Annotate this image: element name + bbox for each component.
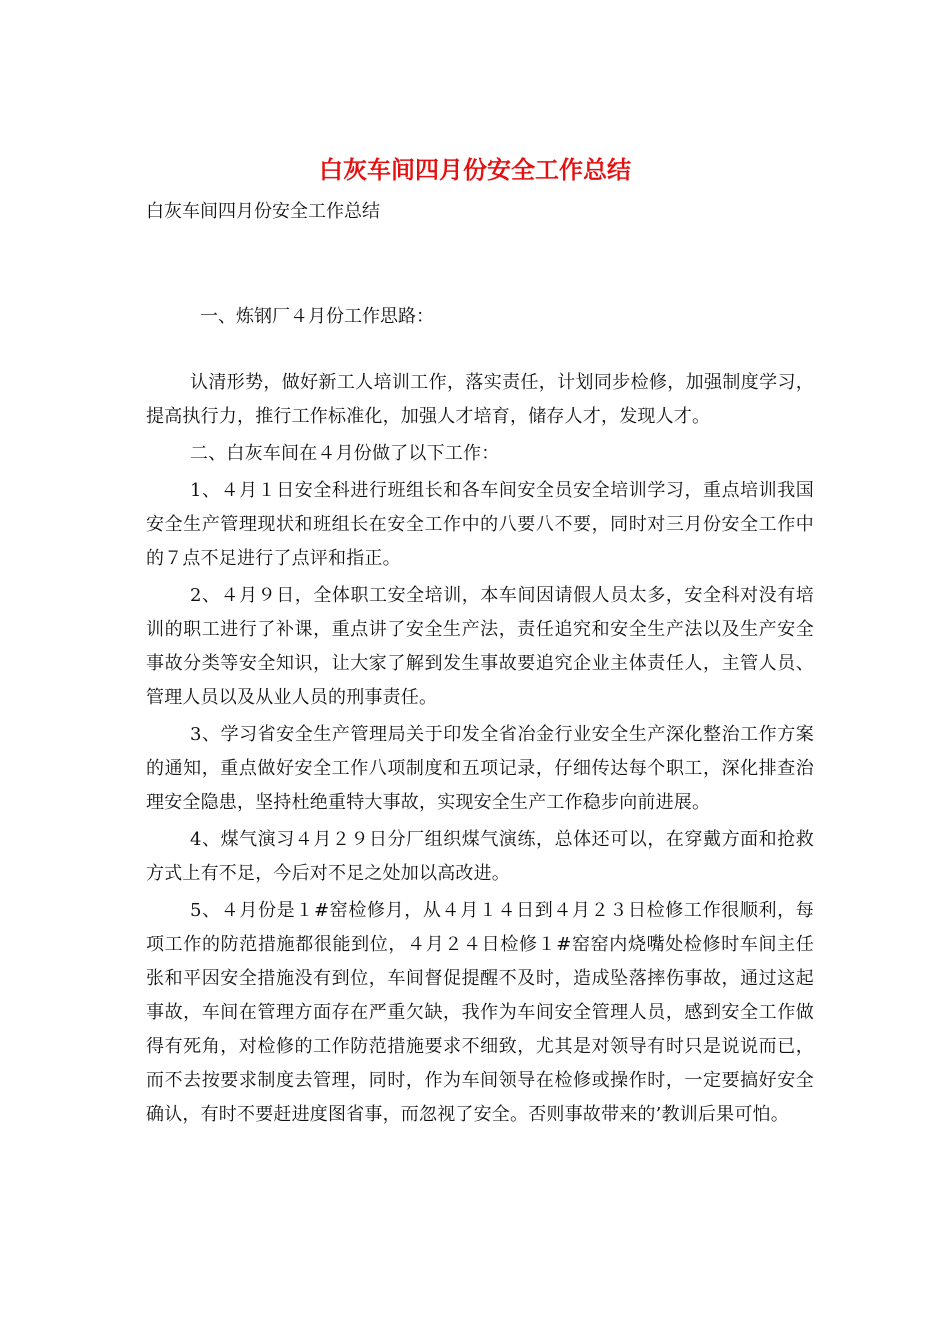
section-one-heading: 一、炼钢厂４月份工作思路： <box>200 306 434 327</box>
paragraph-item-2: 2、４月９日，全体职工安全培训，本车间因请假人员太多，安全科对没有培训的职工进行了补课，重点讲了安全生产法，责任追究和安全生产法以及生产安全事故分类等安全知识，让大家了解到发生事故要追究企业主体责任人，主管人员、管理人员以及从业人员的刑事责任。 <box>146 585 814 708</box>
paragraph-item-1: 1、４月１日安全科进行班组长和各车间安全员安全培训学习，重点培训我国安全生产管理现状和班组长在安全工作中的八要八不要，同时对三月份安全工作中的７点不足进行了点评和指正。 <box>146 480 814 569</box>
section-two-heading: 二、白灰车间在４月份做了以下工作： <box>190 443 500 464</box>
paragraph-work-ideas: 认清形势，做好新工人培训工作，落实责任，计划同步检修，加强制度学习，提高执行力，推行工作标准化，加强人才培育，储存人才，发现人才。 <box>146 372 814 427</box>
paragraph-item-5: 5、４月份是１#窑检修月，从４月１４日到４月２３日检修工作很顺利，每项工作的防范措施都很能到位，４月２４日检修１#窑窑内烧嘴处检修时车间主任张和平因安全措施没有到位，车间督促提醒不及时，造成坠落摔伤事故，通过这起事故，车间在管理方面存在严重欠缺，我作为车间安全管理人员，感到安全工作做得有死角，对检修的工作防范措施要求不细致，尤其是对领导有时只是说说而已，而不去按要求制度去管理，同时，作为车间领导在检修或操作时，一定要搞好安全确认，有时不要赶进度图省事，而忽视了安全。否则事故带来的’教训后果可怕。 <box>146 900 814 1125</box>
document-body <box>146 366 814 1135</box>
document-subtitle: 白灰车间四月份安全工作总结 <box>146 201 380 222</box>
paragraph-item-3: 3、学习省安全生产管理局关于印发全省冶金行业安全生产深化整治工作方案的通知，重点做好安全工作八项制度和五项记录，仔细传达每个职工，深化排查治理安全隐患，坚持杜绝重特大事故，实现安全生产工作稳步向前进展。 <box>146 724 814 813</box>
paragraph-item-4: 4、煤气演习４月２９日分厂组织煤气演练，总体还可以，在穿戴方面和抢救方式上有不足，今后对不足之处加以高改进。 <box>146 829 814 884</box>
document-title: 白灰车间四月份安全工作总结 <box>319 155 631 184</box>
